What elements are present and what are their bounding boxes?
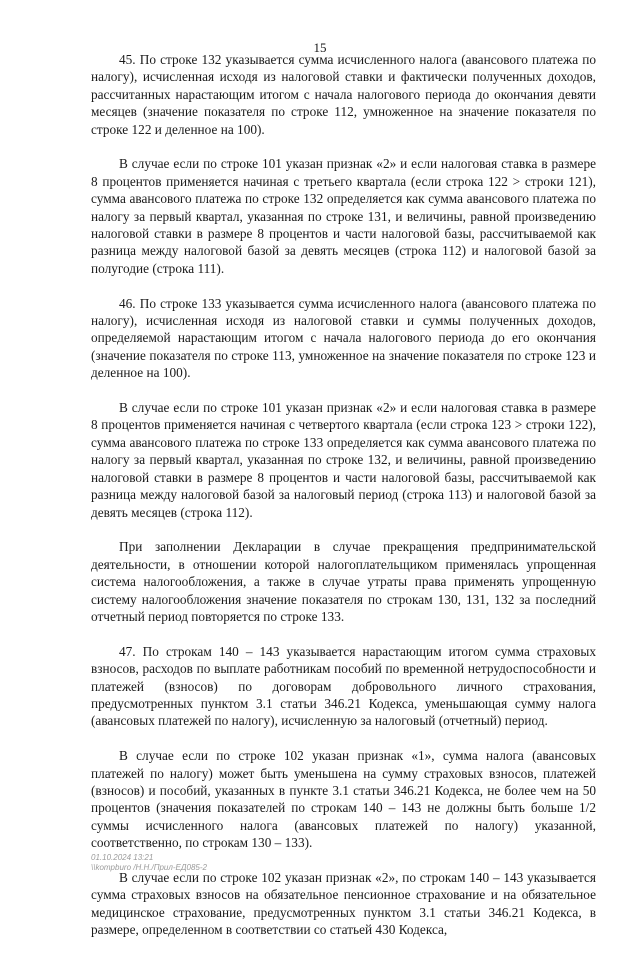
paragraph-46: 46. По строке 133 указывается сумма исчисленного налога (авансового платежа по налогу), исчисленная исходя из налоговой ставки и суммы полученных доходов, определяемой нарастающим итогом с начала налогового периода до его окончания (значение показателя по строке 113, умноженное на значение показателя по строке 123 и деленное на 100). — [91, 295, 596, 381]
page-number: 15 — [313, 40, 327, 55]
paragraph-termination: При заполнении Декларации в случае прекращения предпринимательской деятельности, в отношении которой налогоплательщиком применялась упрощенная система налогообложения, а также в случае утраты права применять упрощенную систему налогообложения значение показателя по строкам 130, 131, 132 за последний отчетный период повторяется по строке 133. — [91, 539, 596, 624]
paragraph-45-case: В случае если по строке 101 указан признак «2» и если налоговая ставка в размере 8 процентов применяется начиная с третьего квартала (если строка 122 > строки 121), сумма авансового платежа по строке 132 определяется как сумма авансового платежа по налогу за первый квартал, указанная по строке 131, и величины, равной произведению налоговой ставки в размере 8 процентов и части налоговой базы, рассчитываемой как разница между налоговой базой за девять месяцев (строка 112) и налоговой базой за полугодие (строка 111). — [91, 156, 596, 276]
paragraph-45: 45. По строке 132 указывается сумма исчисленного налога (авансового платежа по налогу), исчисленная исходя из налоговой ставки и фактически полученных доходов, рассчитанных нарастающим итогом с начала налогового периода до окончания девяти месяцев (значение показателя по строке 112, умноженное на значение показателя по строке 122 и деленное на 100). — [91, 52, 596, 137]
document-body — [91, 51, 596, 956]
paragraph-47-case-1: В случае если по строке 102 указан признак «1», сумма налога (авансовых платежей по налогу) может быть уменьшена на сумму страховых взносов, платежей (взносов) и пособий, указанных в пункте 3.1 статьи 346.21 Кодекса, не более чем на 50 процентов (значения показателей по строкам 140 – 143 не должны быть больше 1/2 суммы исчисленного налога (авансовых платежей по налогу) указанной, соответственно, по строкам 130 – 133). — [91, 748, 596, 851]
footer-date: 01.10.2024 13:21 — [91, 853, 154, 862]
footer-path: \\kompburo /Н.Н./Прил-ЕД085-2 — [91, 863, 207, 872]
document-footer — [91, 853, 207, 873]
paragraph-46-case: В случае если по строке 101 указан признак «2» и если налоговая ставка в размере 8 процентов применяется начиная с четвертого квартала (если строка 123 > строки 122), сумма авансового платежа по строке 133 определяется как сумма авансового платежа по налогу за первый квартал, указанная по строке 132, и величины, равной произведению налоговой ставки в размере 8 процентов и части налоговой базы, рассчитываемой как разница между налоговой базой за налоговый период (строка 113) и налоговой базой за девять месяцев (строка 112). — [91, 400, 596, 520]
paragraph-47-case-2: В случае если по строке 102 указан признак «2», по строкам 140 – 143 указывается сумма страховых взносов на обязательное пенсионное страхование и на обязательное медицинское страхование, предусмотренных пунктом 3.1 статьи 346.21 Кодекса, в размере, определенном в соответствии со статьей 430 Кодекса, — [91, 869, 596, 938]
paragraph-47: 47. По строкам 140 – 143 указывается нарастающим итогом сумма страховых взносов, расходов по выплате работникам пособий по временной нетрудоспособности и платежей (взносов) по договорам добровольного личного страхования, предусмотренных пунктом 3.1 статьи 346.21 Кодекса, уменьшающая сумму налога (авансовых платежей по налогу), исчисленную за налоговый (отчетный) период. — [91, 643, 596, 729]
